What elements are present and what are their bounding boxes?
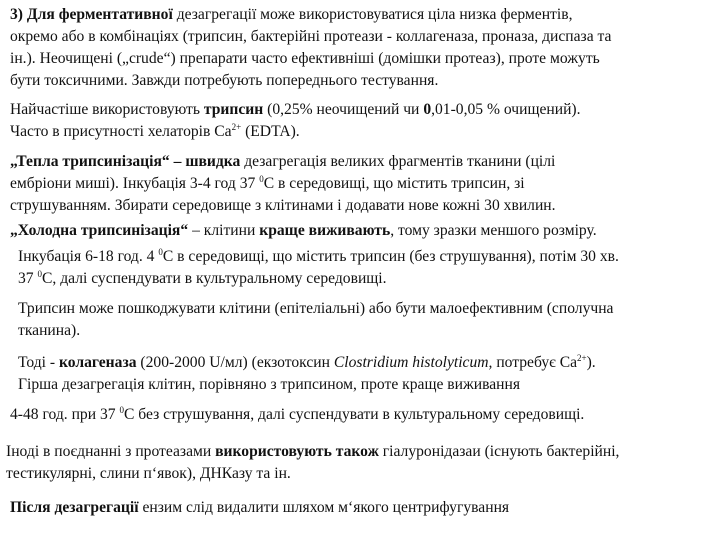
italic-text: Clostridium histolyticum, [333, 354, 493, 371]
superscript: 0 [119, 405, 124, 415]
text-line [10, 404, 720, 426]
text-run: 4-48 год. при 37 [10, 406, 120, 423]
text-run: ). [586, 354, 596, 371]
text-run: тканина). [18, 322, 81, 339]
superscript: 2+ [231, 122, 242, 132]
text-line [10, 70, 720, 92]
text-run: Тоді - [18, 354, 59, 371]
paragraph-trypsin-damage [18, 298, 720, 342]
bold-text: „Холодна трипсинізація“ [10, 222, 189, 239]
superscript: 2+ [577, 353, 587, 363]
text-line [6, 463, 720, 485]
bold-text: 3) Для [10, 6, 59, 23]
text-run: дезагрегації може використовуватися ціла низка ферментів, [172, 6, 573, 23]
text-run: потребує Ca [492, 354, 578, 371]
text-line [18, 374, 720, 396]
text-line [10, 99, 720, 121]
bold-text: колагеназа [58, 354, 137, 371]
text-run: Інкубація 6-18 год. 4 [18, 248, 159, 265]
bold-text: „Тепла трипсинізація“ – швидка [10, 153, 241, 170]
superscript: 0 [158, 247, 163, 257]
text-run: ін.). Неочищені („crude“) препарати часто ефективніші (домішки протеаз), проте можуть [10, 50, 600, 67]
paragraph-enzyme-removal [10, 497, 720, 519]
paragraph-collagenase-incubation [10, 404, 720, 426]
text-run: гіалуронідазаи (існують бактерійні, [378, 443, 620, 460]
text-line [10, 497, 720, 519]
text-line [18, 268, 720, 290]
bold-text: краще виживають [259, 222, 391, 239]
text-run: бути токсичними. Завжди потребують попереднього тестування. [10, 72, 439, 89]
superscript: 0 [259, 174, 264, 184]
text-run: дезагрегація великих фрагментів тканини (цілі [240, 153, 556, 170]
text-run: ензим слід видалити шляхом м‘якого центрифугування [138, 499, 510, 516]
text-run: (EDTA). [241, 123, 300, 140]
text-line [18, 320, 720, 342]
text-line [18, 352, 720, 374]
text-line [10, 121, 720, 143]
text-line [6, 441, 720, 463]
text-run: С в середовищі, що містить трипсин (без струшування), потім 30 хв. [162, 248, 619, 265]
text-line [10, 220, 720, 242]
bold-text: 0 [423, 101, 432, 118]
text-line [10, 195, 720, 217]
paragraph-hyaluronidase [6, 441, 720, 485]
text-line [10, 26, 720, 48]
text-run: тестикулярні, слини п‘явок), ДНКазу та ін. [6, 465, 291, 482]
text-run: Іноді в поєднанні з протеазами [6, 443, 216, 460]
text-run: Найчастіше використовують [10, 101, 204, 118]
paragraph-cold-incubation [18, 246, 720, 290]
text-line [10, 173, 720, 195]
text-run: ,01-0,05 % очищений). [431, 101, 581, 118]
paragraph-collagenase [18, 352, 720, 396]
text-run: ембріони миші). Інкубація 3-4 год 37 [10, 175, 260, 192]
text-run: – клітини [188, 222, 260, 239]
paragraph-trypsin [10, 99, 720, 143]
text-run: 37 [18, 270, 38, 287]
text-run: С без струшування, далі суспендувати в культуральному середовищі. [123, 406, 585, 423]
text-run: Часто в присутності хелаторів Ca [10, 123, 232, 140]
text-run: С в середовищі, що містить трипсин, зі [263, 175, 525, 192]
paragraph-cold-trypsinization [10, 220, 720, 242]
text-line [10, 4, 720, 26]
text-run: Трипсин може пошкоджувати клітини (епітеліальні) або бути малоефективним (сполучна [18, 300, 614, 317]
bold-text: трипсин [203, 101, 264, 118]
text-run: окремо або в комбінаціях (трипсин, бактерійні протеази - коллагеназа, проназа, диспаза та [10, 28, 612, 45]
paragraph-warm-trypsinization [10, 151, 720, 217]
paragraph-enzymatic-disaggregation [10, 4, 720, 92]
text-run: (0,25% неочищений чи [263, 101, 424, 118]
bold-text: Після дезагрегації [10, 499, 139, 516]
text-line [18, 246, 720, 268]
text-line [10, 48, 720, 70]
text-run: (200-2000 U/мл) (екзотоксин [136, 354, 334, 371]
bold-text: використовують також [215, 443, 379, 460]
text-line [10, 151, 720, 173]
text-run: , тому зразки меншого розміру. [390, 222, 597, 239]
bold-text: ферментативної [58, 6, 173, 23]
text-run: струшуванням. Збирати середовище з клітинами і додавати нове кожні 30 хвилин. [10, 197, 556, 214]
text-run: С, далі суспендувати в культуральному середовищі. [42, 270, 387, 287]
text-run: Гірша дезагрегація клітин, порівняно з трипсином, проте краще виживання [18, 376, 521, 393]
text-line [18, 298, 720, 320]
superscript: 0 [37, 269, 42, 279]
